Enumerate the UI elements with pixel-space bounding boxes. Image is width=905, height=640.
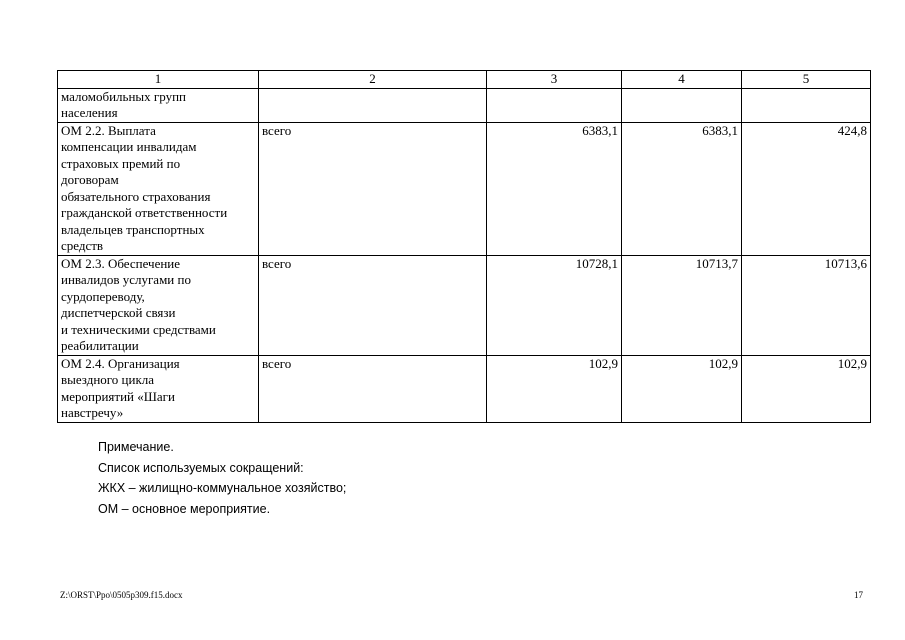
page-number: 17 xyxy=(854,590,863,600)
header-cell: 4 xyxy=(622,71,742,89)
scope-cell: всего xyxy=(259,122,487,255)
file-path: Z:\ORST\Ppo\0505p309.f15.docx xyxy=(60,590,183,600)
scope-cell: всего xyxy=(259,355,487,422)
notes-block: Примечание. Список используемых сокращений: ЖКХ – жилищно-коммунальное хозяйство; ОМ – основное мероприятие. xyxy=(98,440,347,516)
value-cell xyxy=(742,88,871,122)
scope-cell: всего xyxy=(259,255,487,355)
table-row xyxy=(58,122,871,255)
value-cell: 102,9 xyxy=(742,355,871,422)
header-cell: 2 xyxy=(259,71,487,89)
table-row xyxy=(58,88,871,122)
value-cell: 10728,1 xyxy=(487,255,622,355)
value-cell: 424,8 xyxy=(742,122,871,255)
value-cell xyxy=(622,88,742,122)
value-cell: 6383,1 xyxy=(622,122,742,255)
activity-cell: ОМ 2.4. Организация выездного цикла мероприятий «Шаги навстречу» xyxy=(58,355,259,422)
table-header-row xyxy=(58,71,871,89)
scope-cell xyxy=(259,88,487,122)
activity-cell: ОМ 2.3. Обеспечение инвалидов услугами по сурдопереводу, диспетчерской связи и техническими средствами реабилитации xyxy=(58,255,259,355)
data-table xyxy=(57,70,871,423)
header-cell: 3 xyxy=(487,71,622,89)
activity-cell: ОМ 2.2. Выплата компенсации инвалидам страховых премий по договорам обязательного страхования гражданской ответственности владельцев транспортных средств xyxy=(58,122,259,255)
value-cell: 10713,7 xyxy=(622,255,742,355)
activity-cell: маломобильных групп населения xyxy=(58,88,259,122)
table-row xyxy=(58,255,871,355)
table-row xyxy=(58,355,871,422)
value-cell: 102,9 xyxy=(487,355,622,422)
header-cell: 5 xyxy=(742,71,871,89)
value-cell: 10713,6 xyxy=(742,255,871,355)
header-cell: 1 xyxy=(58,71,259,89)
value-cell xyxy=(487,88,622,122)
value-cell: 6383,1 xyxy=(487,122,622,255)
value-cell: 102,9 xyxy=(622,355,742,422)
